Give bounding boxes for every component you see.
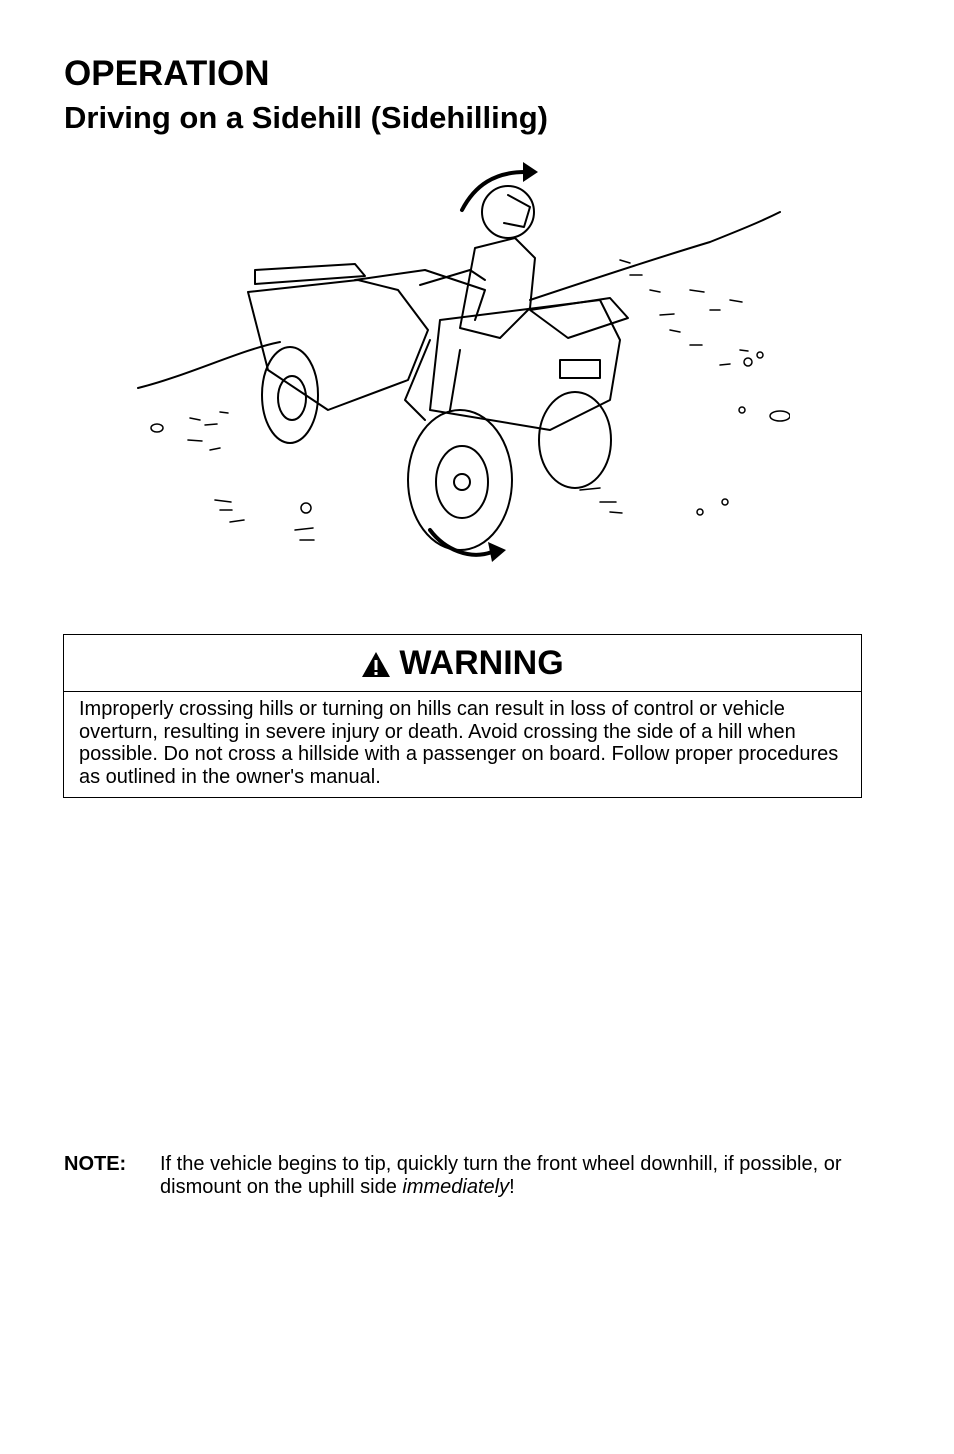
note-body: If the vehicle begins to tip, quickly turn the front wheel downhill, if possible, or dismount on the uphill side <box>160 1153 842 1198</box>
warning-header <box>64 635 861 692</box>
note-text <box>160 1153 880 1198</box>
atv-sidehill-illustration <box>130 150 790 580</box>
warning-title: WARNING <box>399 643 564 682</box>
page-title: Driving on a Sidehill (Sidehilling) <box>64 100 548 135</box>
section-title: OPERATION <box>64 54 270 93</box>
note-end: ! <box>509 1175 515 1198</box>
note-label: NOTE: <box>64 1153 127 1175</box>
warning-box <box>63 634 862 798</box>
note-emphasis: immediately <box>402 1175 510 1198</box>
warning-text: Improperly crossing hills or turning on hills can result in loss of control or vehicle overturn, resulting in severe injury or death. Avoid crossing the side of a hill when possible. Do not cross a hillside with a passenger on board. Follow proper procedures as outlined in the owner's manual. <box>79 698 839 788</box>
warning-triangle-icon <box>361 651 391 678</box>
